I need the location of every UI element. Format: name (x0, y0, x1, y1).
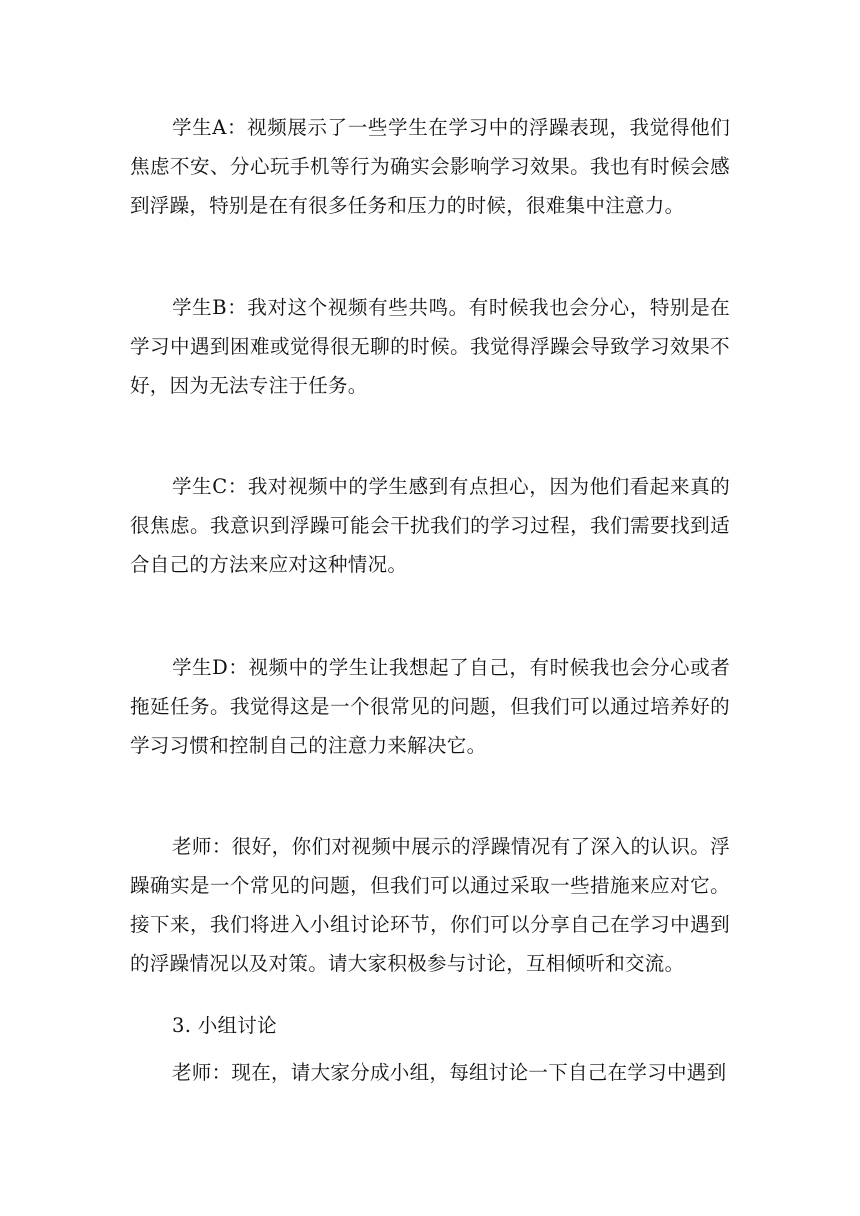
paragraph-student-c: 学生C：我对视频中的学生感到有点担心，因为他们看起来真的很焦虑。我意识到浮躁可能会干扰我们的学习过程，我们需要找到适合自己的方法来应对这种情况。 (130, 475, 730, 576)
paragraph-teacher-continued: 老师：现在，请大家分成小组，每组讨论一下自己在学习中遇到 (172, 1061, 727, 1084)
paragraph-student-b: 学生B：我对这个视频有些共鸣。有时候我也会分心，特别是在学习中遇到困难或觉得很无聊的时候。我觉得浮躁会导致学习效果不好，因为无法专注于任务。 (130, 296, 730, 397)
paragraph-student-d: 学生D：视频中的学生让我想起了自己，有时候我也会分心或者拖延任务。我觉得这是一个很常见的问题，但我们可以通过培养好的学习习惯和控制自己的注意力来解决它。 (130, 656, 730, 757)
paragraph-student-a: 学生A：视频展示了一些学生在学习中的浮躁表现，我觉得他们焦虑不安、分心玩手机等行为确实会影响学习效果。我也有时候会感到浮躁，特别是在有很多任务和压力的时候，很难集中注意力。 (130, 116, 730, 217)
paragraph-teacher: 老师：很好，你们对视频中展示的浮躁情况有了深入的认识。浮躁确实是一个常见的问题，但我们可以通过采取一些措施来应对它。接下来，我们将进入小组讨论环节，你们可以分享自己在学习中遇到的浮躁情况以及对策。请大家积极参与讨论，互相倾听和交流。 (130, 835, 730, 975)
section-heading: 3. 小组讨论 (172, 1014, 277, 1037)
